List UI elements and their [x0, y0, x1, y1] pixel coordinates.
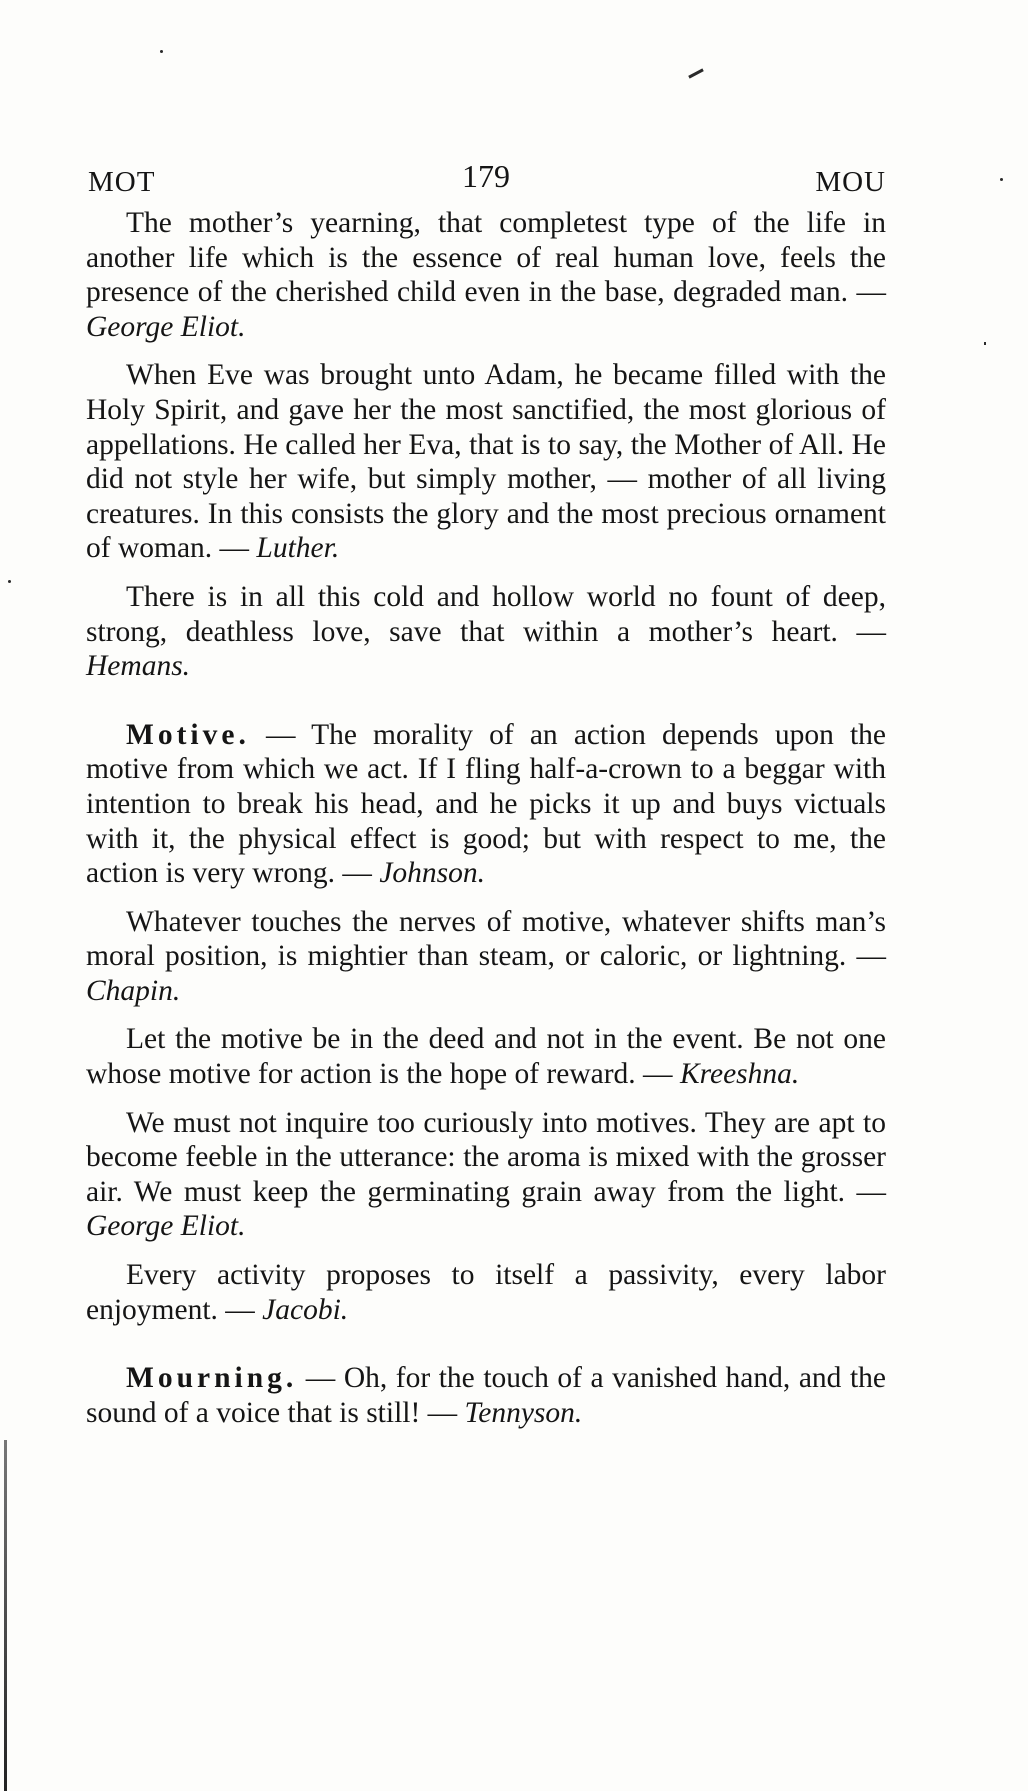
quote-paragraph	[86, 905, 886, 1009]
header-left-guideword: MOT	[88, 166, 156, 198]
quote-paragraph	[86, 1258, 886, 1327]
quote-text: Let the motive be in the deed and not in the event. Be not one whose motive for action is the hope of reward. —	[86, 1023, 886, 1091]
quote-author: Johnson.	[379, 857, 486, 890]
quote-author: Kreeshna.	[679, 1058, 800, 1091]
quote-paragraph	[86, 1022, 886, 1091]
quote-text: Every activity proposes to itself a passivity, every labor enjoyment. —	[86, 1259, 886, 1326]
scan-speck	[8, 580, 11, 583]
quote-author: Tennyson.	[464, 1396, 583, 1429]
scan-binding-edge	[4, 1440, 7, 1791]
entry-heading: Motive.	[126, 718, 250, 751]
quote-text: We must not inquire too curiously into motives. They are apt to become feeble in the utterance: the aroma is mixed with the grosser air. We must keep the germinating grain away from the light. —	[86, 1106, 886, 1208]
quote-text: — Oh, for the touch of a vanished hand, and the sound of a voice that is still! —	[86, 1362, 886, 1429]
scan-speck	[160, 50, 163, 53]
quote-paragraph	[86, 206, 886, 344]
quote-author: Luther.	[256, 532, 340, 565]
quote-author: Chapin.	[86, 974, 181, 1007]
quote-text: Whatever touches the nerves of motive, whatever shifts man’s moral position, is mightier than steam, or caloric, or lightning. —	[86, 905, 886, 973]
quote-text: — The morality of an action depends upon the motive from which we act. If I fling half-a-crown to a beggar with intention to break his head, and he picks it up and buys victuals with it, the physical effect is good; but with respect to me, the action is very wrong. —	[86, 718, 886, 890]
quote-paragraph	[86, 1106, 886, 1244]
quote-paragraph	[86, 358, 886, 566]
quote-paragraph	[86, 580, 886, 684]
quote-author: George Eliot.	[86, 310, 246, 343]
entry-heading: Mourning.	[126, 1362, 298, 1395]
book-page	[86, 158, 886, 1444]
entry-paragraph-mourning	[86, 1361, 886, 1430]
quote-text: When Eve was brought unto Adam, he became filled with the Holy Spirit, and gave her the most sanctified, the most glorious of appellations. He called her Eva, that is to say, the Mother of All. He did not style her wife, but simply mother, — mother of all living creatures. In this consists the glory and the most precious ornament of woman. —	[86, 359, 886, 565]
scan-speck	[1000, 178, 1003, 181]
quote-author: Jacobi.	[262, 1293, 349, 1326]
page-number: 179	[462, 158, 510, 194]
quote-author: Hemans.	[86, 650, 191, 683]
quote-author: George Eliot.	[86, 1210, 246, 1243]
quote-text: There is in all this cold and hollow world no fount of deep, strong, deathless love, save that within a mother’s heart. —	[86, 580, 886, 648]
scan-speck	[984, 342, 986, 345]
header-right-guideword: MOU	[815, 166, 886, 198]
quote-text: The mother’s yearning, that completest type of the life in another life which is the essence of real human love, feels the presence of the cherished child even in the base, degraded man. —	[86, 207, 886, 309]
scan-stroke	[688, 68, 704, 78]
entry-paragraph-motive	[86, 718, 886, 891]
running-head	[86, 158, 886, 206]
